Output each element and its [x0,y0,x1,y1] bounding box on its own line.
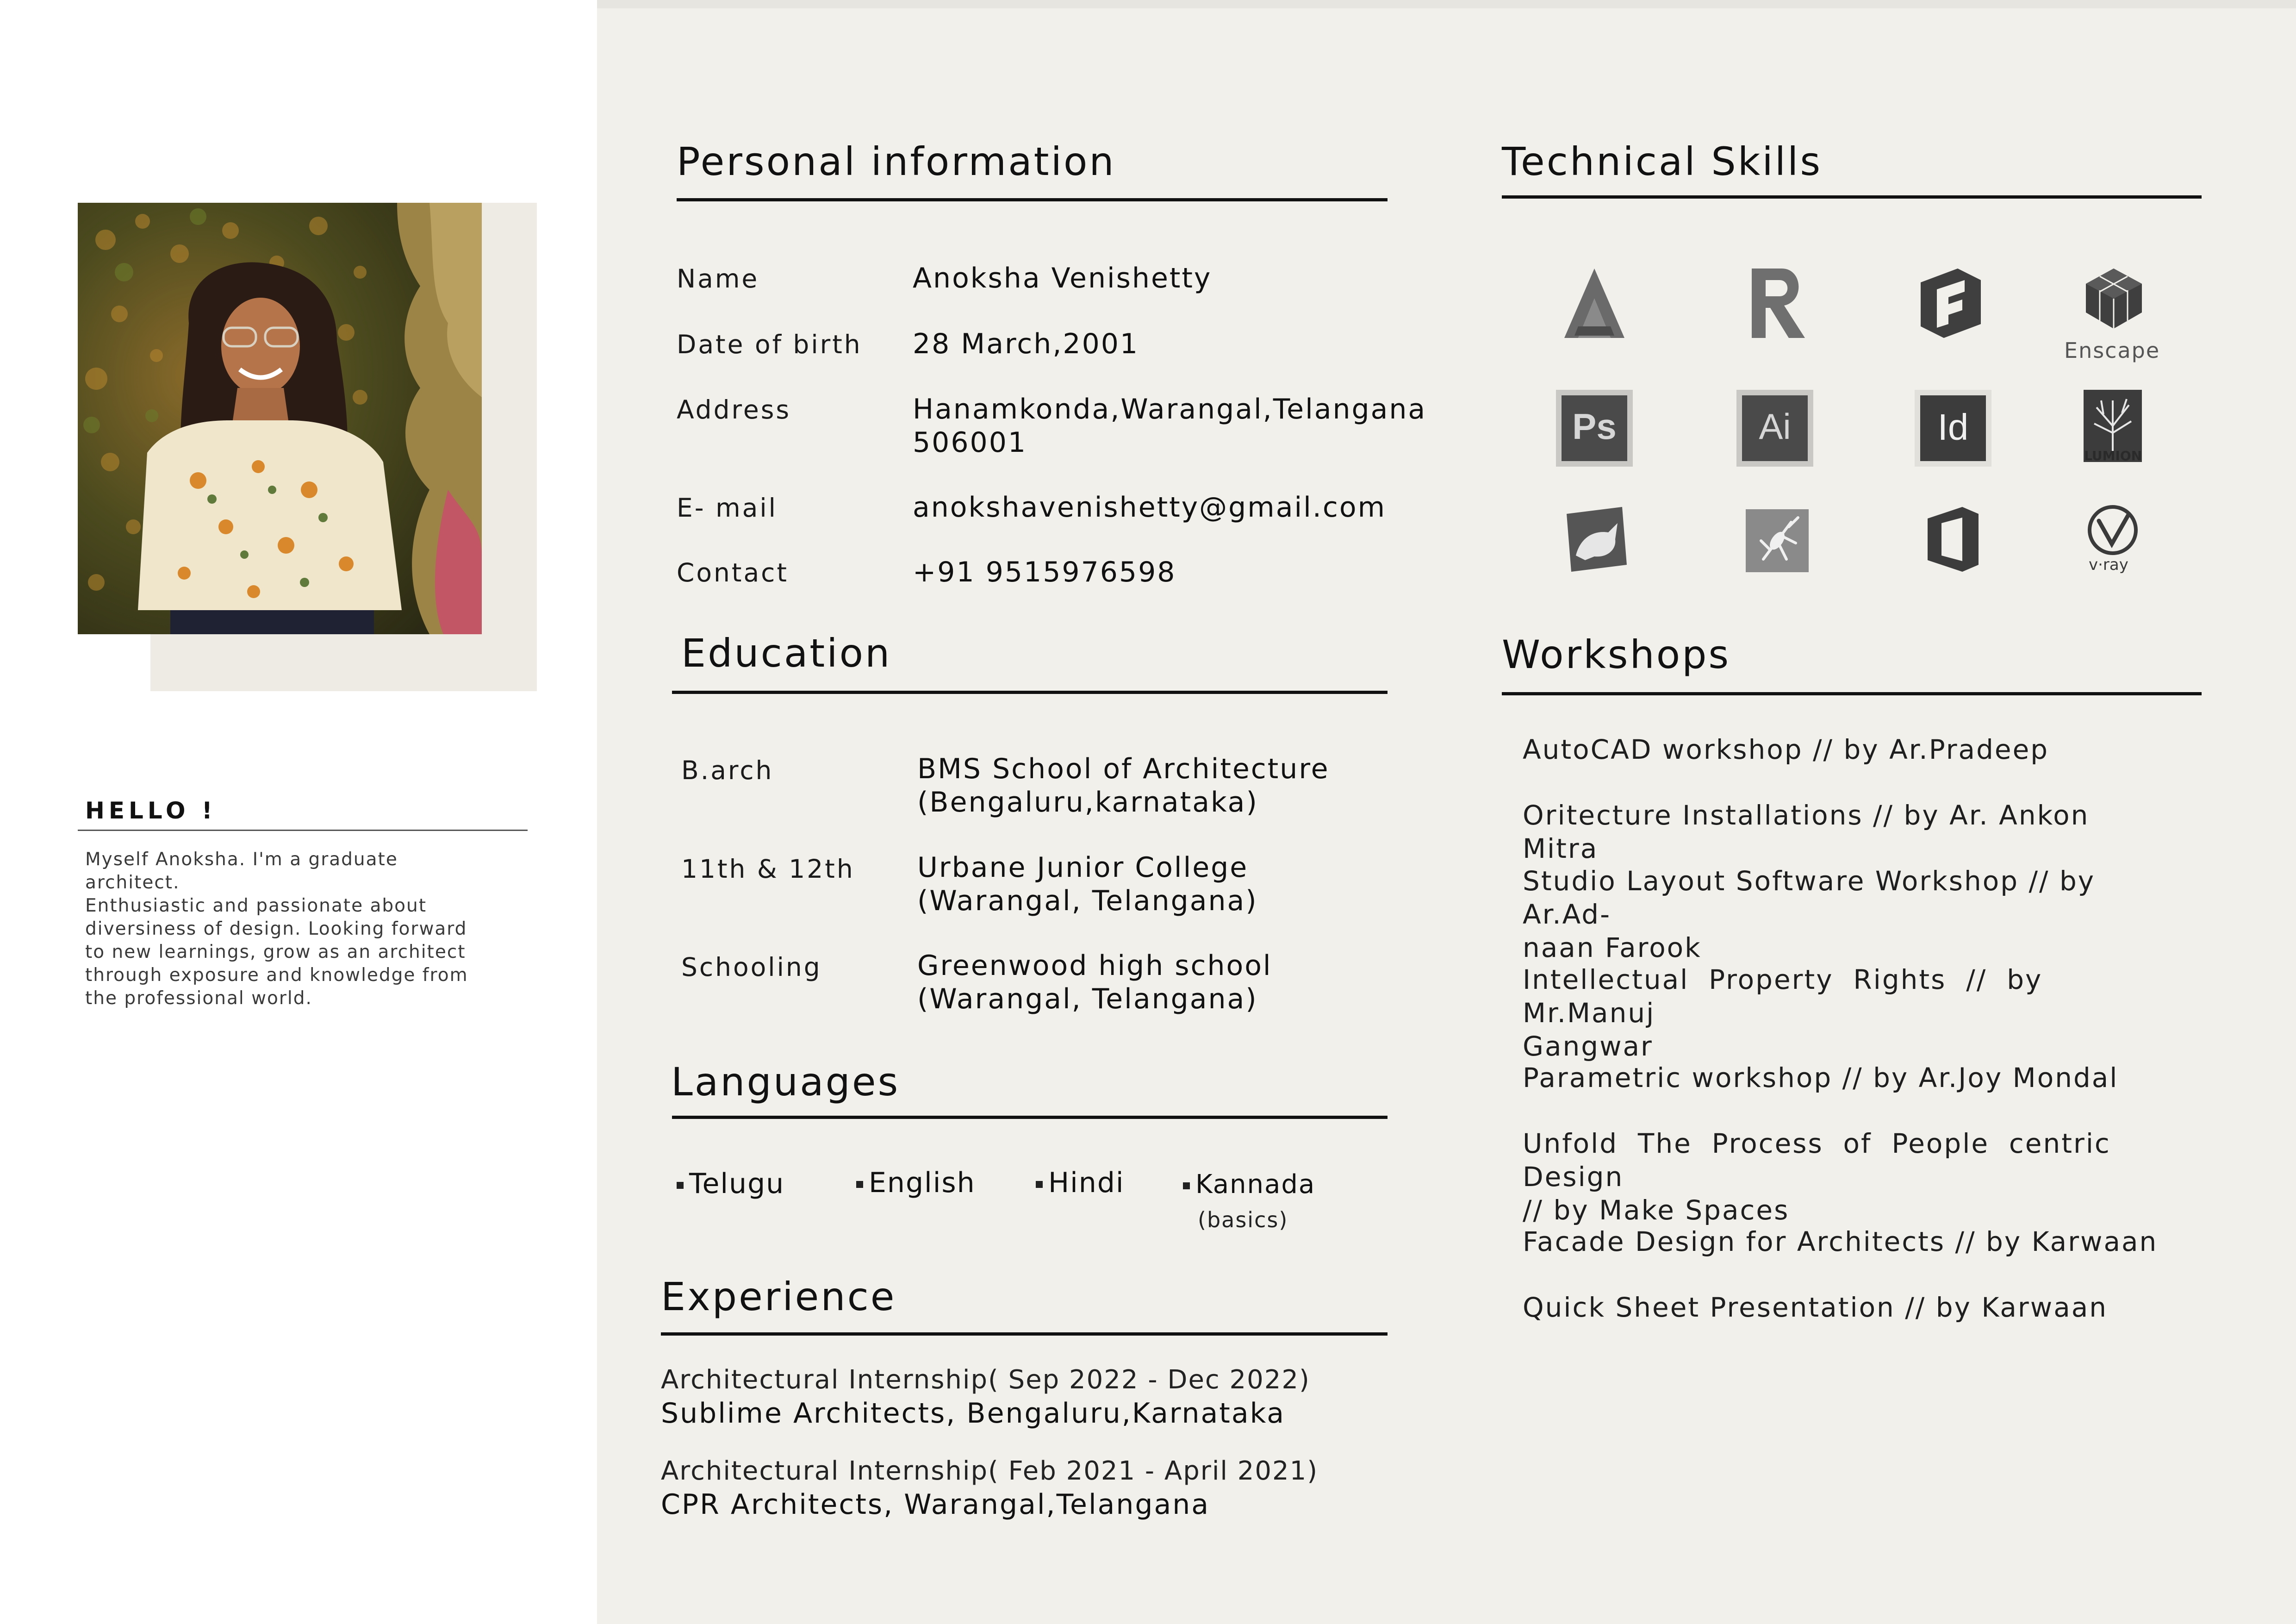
experience-firm: CPR Architects, Warangal,Telangana [661,1488,1210,1521]
workshop-item: Intellectual Property Rights // by Mr.Manuj Gangwar [1523,964,2043,1062]
bullet-icon [677,1182,684,1189]
languages-divider [672,1116,1388,1119]
education-label: Schooling [681,952,822,982]
grasshopper-icon [1745,508,1810,573]
address-label: Address [677,395,791,425]
enscape-caption: Enscape [2064,338,2160,363]
office-icon [1923,505,1983,574]
experience-role: Architectural Internship( Sep 2022 - Dec 2022) [661,1365,1310,1395]
rhino-icon [1562,505,1629,574]
bullet-icon [1036,1181,1043,1188]
sketchup-icon [1916,266,1985,340]
svg-text:Ai: Ai [1759,406,1791,447]
technical-skills-divider [1502,195,2202,199]
education-label: B.arch [681,756,774,785]
language-item: English [856,1167,976,1199]
about-text: Myself Anoksha. I'm a graduate architect. Enthusiastic and passionate about diversiness of design. Looking forward to new learnings, grow as an architect through exposure and knowledge from the professional world. [85,849,468,1009]
email-value: anokshavenishetty@gmail.com [913,491,1387,524]
dob-label: Date of birth [677,330,862,359]
workshop-item: Quick Sheet Presentation // by Karwaan [1523,1292,2108,1323]
workshop-item: Parametric workshop // by Ar.Joy Mondal [1523,1062,2119,1093]
illustrator-icon [1736,389,1814,468]
contact-label: Contact [677,558,789,587]
education-heading: Education [681,631,892,676]
contact-value: +91 9515976598 [913,556,1176,588]
lumion-caption: LUMION [2084,448,2142,463]
language-item: Hindi [1036,1167,1125,1199]
address-value: Hanamkonda,Warangal,Telangana 506001 [913,393,1427,459]
hello-heading: HELLO ! [85,797,217,824]
vray-caption: v·ray [2089,556,2128,574]
personal-info-heading: Personal information [677,139,1116,184]
bullet-icon [856,1181,863,1188]
workshop-item: Unfold The Process of People centric Design // by Make Spaces [1523,1128,2111,1226]
experience-firm: Sublime Architects, Bengaluru,Karnataka [661,1397,1286,1430]
education-value: Urbane Junior College (Warangal, Telangana) [917,851,1258,917]
education-divider [672,691,1388,694]
name-label: Name [677,264,759,294]
experience-heading: Experience [661,1274,896,1319]
experience-divider [661,1332,1388,1336]
language-item: Telugu [677,1168,784,1200]
name-value: Anoksha Venishetty [913,262,1212,294]
workshop-item: Facade Design for Architects // by Karwaan [1523,1226,2158,1257]
email-label: E- mail [677,493,778,523]
workshop-item: AutoCAD workshop // by Ar.Pradeep [1523,734,2049,765]
workshop-item: Studio Layout Software Workshop // by Ar.Ad- naan Farook [1523,865,2096,963]
language-note: (basics) [1198,1207,1288,1232]
experience-role: Architectural Internship( Feb 2021 - April 2021) [661,1456,1319,1486]
languages-heading: Languages [671,1059,900,1105]
workshops-heading: Workshops [1502,632,1731,677]
education-value: BMS School of Architecture (Bengaluru,karnataka) [917,753,1330,818]
vray-icon [2085,505,2140,556]
workshop-item: Oritecture Installations // by Ar. Ankon Mitra [1523,800,2090,864]
workshops-divider [1502,692,2202,695]
technical-skills-heading: Technical Skills [1502,139,1823,184]
language-item: Kannada [1183,1169,1315,1199]
enscape-icon [2083,266,2145,331]
personal-info-divider [677,198,1388,201]
dob-value: 28 March,2001 [913,328,1139,360]
svg-text:Ps: Ps [1572,406,1617,447]
education-label: 11th & 12th [681,854,855,884]
photoshop-icon [1555,389,1634,468]
top-strip [597,0,2296,8]
indesign-icon [1914,389,1992,468]
profile-photo [78,203,482,634]
bullet-icon [1183,1182,1190,1189]
hello-divider [78,830,528,831]
revit-icon [1745,266,1810,340]
autocad-icon [1560,266,1629,340]
svg-text:Id: Id [1937,406,1969,448]
education-value: Greenwood high school (Warangal, Telangana) [917,949,1272,1015]
